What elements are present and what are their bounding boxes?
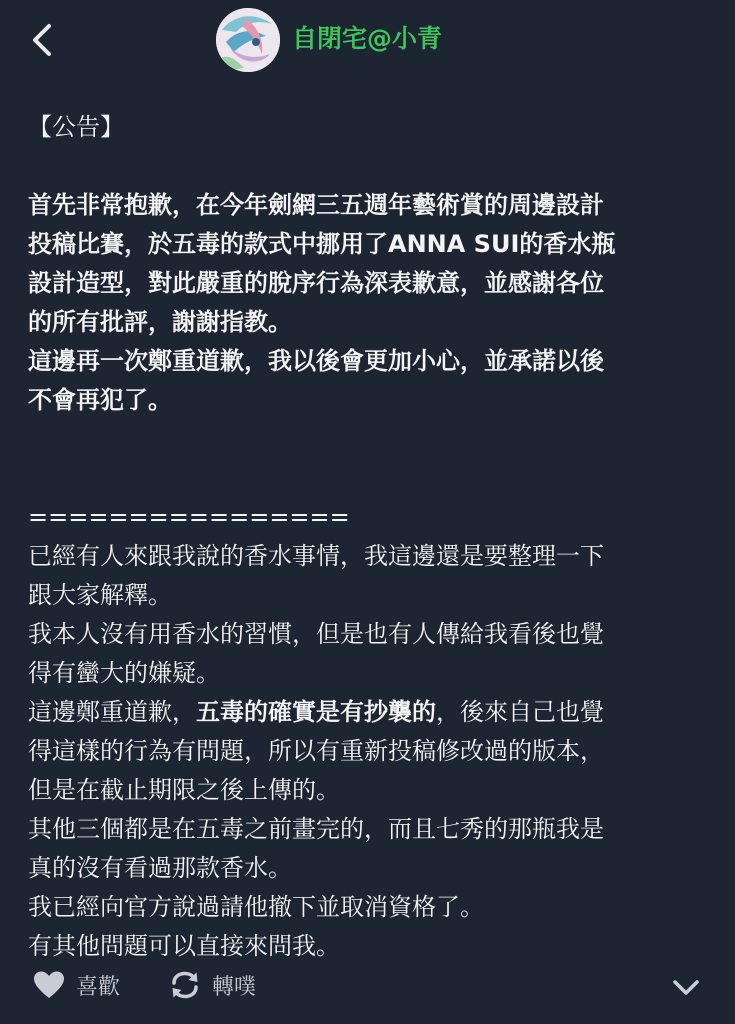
chevron-down-icon xyxy=(672,979,700,997)
spacer xyxy=(28,459,718,498)
post-actions xyxy=(0,962,735,1010)
explanation-line: 我本人沒有用香水的習慣，但是也有人傳給我看後也覺 xyxy=(28,620,604,648)
explanation-line: 得這樣的行為有問題，所以有重新投稿修改過的版本， xyxy=(28,737,604,765)
repost-button[interactable] xyxy=(168,968,256,1002)
explanation-line: 有其他問題可以直接來問我。 xyxy=(28,932,340,960)
back-button[interactable] xyxy=(22,20,62,60)
heart-icon xyxy=(32,968,66,1002)
explanation-line: 已經有人來跟我說的香水事情，我這邊還是要整理一下 xyxy=(28,542,604,570)
author-name[interactable]: 自閉宅@小青 xyxy=(292,24,443,53)
explanation-line: 其他三個都是在五毒之前畫完的，而且七秀的那瓶我是 xyxy=(28,815,604,843)
explanation-line-with-emphasis xyxy=(28,693,718,732)
explanation-line: 得有蠻大的嫌疑。 xyxy=(28,659,220,687)
announcement-title: 【公告】 xyxy=(28,113,124,141)
emphasis-text: 五毒的確實是有抄襲的 xyxy=(196,698,436,726)
explanation-line: 我已經向官方說過請他撤下並取消資格了。 xyxy=(28,893,484,921)
apology-line: 不會再犯了。 xyxy=(28,386,172,414)
post-content xyxy=(28,108,718,966)
apology-suffix: ，後來自己也覺 xyxy=(436,698,604,726)
explanation-line: 跟大家解釋。 xyxy=(28,581,172,609)
repost-label: 轉噗 xyxy=(212,974,257,1000)
avatar[interactable] xyxy=(216,8,280,72)
apology-line: 設計造型，對此嚴重的脫序行為深表歉意，並感謝各位 xyxy=(28,269,604,297)
avatar-illustration xyxy=(216,8,280,72)
expand-button[interactable] xyxy=(668,970,704,1006)
post-header xyxy=(0,0,735,84)
apology-line: 投稿比賽，於五毒的款式中挪用了ANNA SUI的香水瓶 xyxy=(28,230,616,258)
chevron-left-icon xyxy=(30,22,54,58)
apology-line: 首先非常抱歉，在今年劍網三五週年藝術賞的周邊設計 xyxy=(28,191,604,219)
divider-text: ================ xyxy=(28,503,350,531)
apology-line: 的所有批評，謝謝指教。 xyxy=(28,308,292,336)
like-label: 喜歡 xyxy=(76,974,121,1000)
apology-prefix: 這邊鄭重道歉， xyxy=(28,698,196,726)
spacer xyxy=(28,420,718,459)
repost-icon xyxy=(168,968,202,1002)
explanation-line: 但是在截止期限之後上傳的。 xyxy=(28,776,340,804)
like-button[interactable] xyxy=(32,968,120,1002)
apology-line: 這邊再一次鄭重道歉，我以後會更加小心，並承諾以後 xyxy=(28,347,604,375)
spacer xyxy=(28,147,718,186)
explanation-line: 真的沒有看過那款香水。 xyxy=(28,854,292,882)
